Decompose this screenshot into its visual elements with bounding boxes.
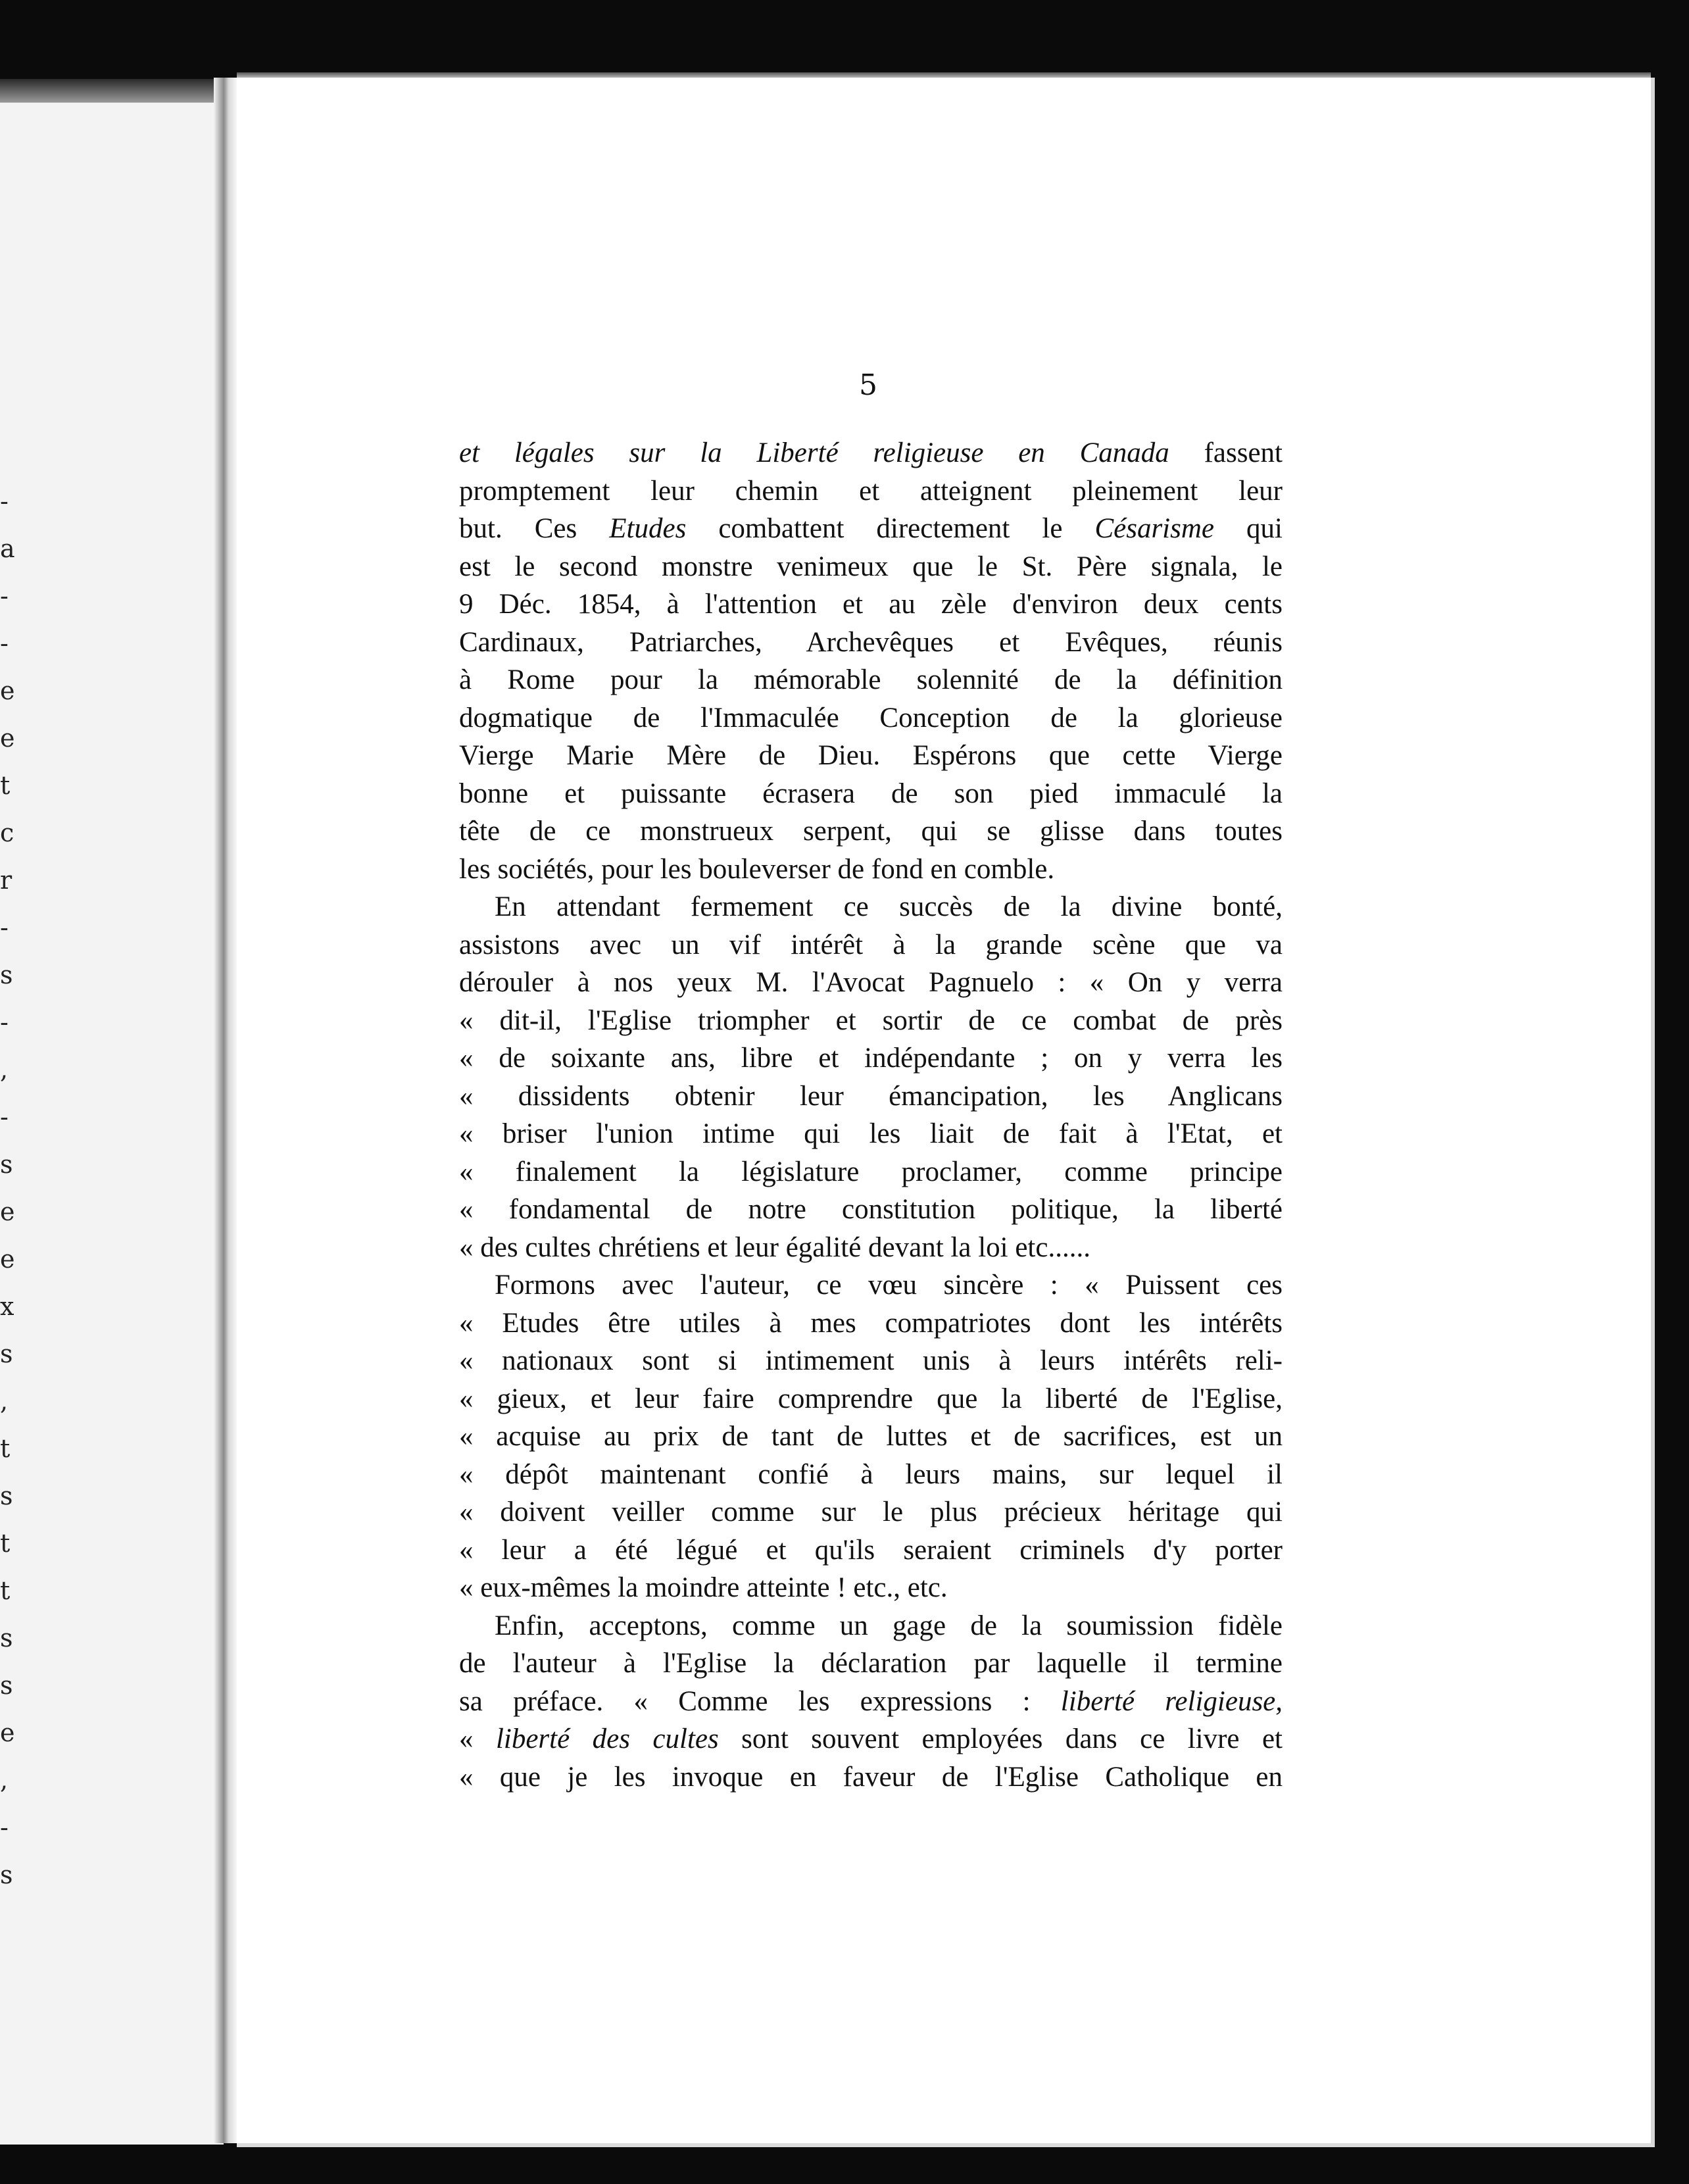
- text-run: « finalement la législature proclamer, comme principe: [459, 1156, 1283, 1187]
- text-run: « doivent veiller comme sur le plus précieux héritage qui: [459, 1497, 1283, 1527]
- text-run: tête de ce monstrueux serpent, qui se glisse dans toutes: [459, 816, 1283, 847]
- margin-mark: t: [0, 1576, 11, 1605]
- text-run: « briser l'union intime qui les liait de fait à l'Etat, et: [459, 1118, 1283, 1149]
- text-run: « Etudes être utiles à mes compatriotes dont les intérêts: [459, 1307, 1283, 1339]
- text-run: « acquise au prix de tant de luttes et de sacrifices, est un: [459, 1421, 1283, 1452]
- text-run: « des cultes chrétiens et leur égalité devant la loi etc......: [459, 1231, 1090, 1263]
- text-line: [459, 926, 1283, 964]
- text-line: [459, 1418, 1283, 1456]
- text-line: [459, 1531, 1283, 1570]
- text-run: « dit-il, l'Eglise triompher et sortir de ce combat de près: [459, 1005, 1283, 1036]
- text-run: assistons avec un vif intérêt à la grande scène que va: [459, 929, 1283, 960]
- italic-text: et légales sur la Liberté religieuse en Canada: [459, 437, 1169, 468]
- margin-mark: s: [0, 1671, 13, 1700]
- text-run: à Rome pour la mémorable solennité de la définition: [459, 664, 1283, 695]
- margin-mark: -: [0, 1813, 9, 1842]
- text-line: [459, 1342, 1283, 1380]
- text-line: [459, 1266, 1283, 1304]
- text-run: promptement leur chemin et atteignent pleinement leur: [459, 475, 1283, 507]
- margin-mark: e: [0, 676, 15, 705]
- text-line: [459, 472, 1283, 510]
- text-line: [459, 1304, 1283, 1343]
- text-run: « nationaux sont si intimement unis à leurs intérêts reli-: [459, 1345, 1283, 1376]
- text-line: [459, 1191, 1283, 1229]
- text-run: Vierge Marie Mère de Dieu. Espérons que cette Vierge: [459, 740, 1283, 771]
- text-run: « gieux, et leur faire comprendre que la liberté de l'Eglise,: [459, 1383, 1283, 1414]
- margin-mark: e: [0, 1197, 15, 1226]
- italic-text: Césarisme: [1094, 513, 1215, 544]
- italic-text: liberté religieuse,: [1060, 1685, 1283, 1717]
- text-run: 9 Déc. 1854, à l'attention et au zèle d'environ deux cents: [459, 589, 1283, 620]
- text-run: les sociétés, pour les bouleverser de fond en comble.: [459, 853, 1055, 885]
- text-line: [459, 964, 1283, 1002]
- margin-mark: e: [0, 1245, 15, 1274]
- text-line: [459, 1607, 1283, 1645]
- text-run: « dissidents obtenir leur émancipation, les Anglicans: [459, 1080, 1283, 1112]
- margin-mark: r: [0, 866, 12, 895]
- text-line: [459, 661, 1283, 699]
- text-run: dogmatique de l'Immaculée Conception de la glorieuse: [459, 702, 1283, 733]
- text-line: [459, 1153, 1283, 1191]
- text-run: « eux-mêmes la moindre atteinte ! etc., etc.: [459, 1572, 948, 1603]
- margin-mark: c: [0, 818, 14, 847]
- text-line: [459, 548, 1283, 586]
- margin-mark: s: [0, 1481, 13, 1510]
- italic-text: Etudes: [609, 513, 687, 544]
- text-run: Enfin, acceptons, comme un gage de la soumission fidèle: [495, 1610, 1283, 1641]
- text-run: dérouler à nos yeux M. l'Avocat Pagnuelo : « On y verra: [459, 967, 1283, 998]
- text-run: Cardinaux, Patriarches, Archevêques et Evêques, réunis: [459, 626, 1283, 658]
- text-run: « dépôt maintenant confié à leurs mains, sur lequel il: [459, 1458, 1283, 1490]
- page-body-text: [459, 434, 1283, 1796]
- text-run: est le second monstre venimeux que le St. Père signala, le: [459, 551, 1283, 582]
- text-line: [459, 1569, 1283, 1607]
- margin-mark: e: [0, 1718, 15, 1747]
- margin-mark: a: [0, 534, 15, 563]
- margin-mark: s: [0, 1339, 13, 1368]
- text-line: [459, 1720, 1283, 1758]
- gutter-fold: [214, 78, 239, 2143]
- text-line: [459, 1683, 1283, 1721]
- text-line: [459, 510, 1283, 548]
- margin-mark: s: [0, 1860, 13, 1889]
- text-line: [459, 1229, 1283, 1267]
- text-run: En attendant fermement ce succès de la divine bonté,: [495, 891, 1283, 922]
- margin-mark: -: [0, 1008, 9, 1037]
- text-line: [459, 434, 1283, 472]
- margin-mark: -: [0, 487, 9, 516]
- text-line: [459, 1039, 1283, 1078]
- text-line: [459, 1493, 1283, 1531]
- left-page-margin-marks: [0, 487, 26, 1934]
- text-line: [459, 775, 1283, 813]
- text-run: bonne et puissante écrasera de son pied immaculé la: [459, 778, 1283, 809]
- text-line: [459, 624, 1283, 662]
- text-run: «: [459, 1724, 496, 1754]
- text-run: sa préface. « Comme les expressions :: [459, 1685, 1061, 1717]
- margin-mark: e: [0, 724, 15, 753]
- text-line: [459, 737, 1283, 775]
- margin-mark: t: [0, 1529, 11, 1558]
- margin-mark: -: [0, 1103, 9, 1131]
- text-line: [459, 812, 1283, 851]
- margin-mark: t: [0, 1434, 11, 1463]
- margin-mark: ,: [0, 1055, 9, 1084]
- text-line: [459, 888, 1283, 926]
- text-line: [459, 1115, 1283, 1153]
- margin-mark: ,: [0, 1766, 9, 1795]
- margin-mark: -: [0, 913, 9, 942]
- text-line: [459, 585, 1283, 624]
- text-run: Formons avec l'auteur, ce vœu sincère : « Puissent ces: [495, 1270, 1283, 1301]
- text-line: [459, 1456, 1283, 1494]
- text-line: [459, 1078, 1283, 1116]
- text-line: [459, 851, 1283, 889]
- left-page-top-edge: [0, 79, 224, 103]
- margin-mark: t: [0, 771, 11, 800]
- text-run: fassent: [1169, 437, 1283, 468]
- text-run: de l'auteur à l'Eglise la déclaration par laquelle il termine: [459, 1648, 1283, 1679]
- margin-mark: s: [0, 1150, 13, 1179]
- text-line: [459, 1645, 1283, 1683]
- text-run: sont souvent employées dans ce livre et: [718, 1724, 1283, 1754]
- text-run: « que je les invoque en faveur de l'Eglise Catholique en: [459, 1761, 1283, 1793]
- margin-mark: -: [0, 582, 9, 610]
- margin-mark: s: [0, 960, 13, 989]
- margin-mark: x: [0, 1292, 14, 1321]
- text-run: « leur a été légué et qu'ils seraient criminels d'y porter: [459, 1534, 1283, 1566]
- text-run: but. Ces: [459, 513, 610, 544]
- margin-mark: -: [0, 629, 9, 658]
- text-line: [459, 1380, 1283, 1418]
- text-line: [459, 1002, 1283, 1040]
- text-run: « de soixante ans, libre et indépendante ; on y verra les: [459, 1043, 1283, 1074]
- text-line: [459, 1758, 1283, 1797]
- margin-mark: ,: [0, 1387, 9, 1416]
- left-facing-page: [0, 79, 224, 2145]
- text-run: « fondamental de notre constitution politique, la liberté: [459, 1194, 1283, 1225]
- italic-text: liberté des cultes: [495, 1724, 719, 1754]
- text-line: [459, 699, 1283, 737]
- text-run: combattent directement le: [686, 513, 1095, 544]
- margin-mark: s: [0, 1624, 13, 1652]
- text-run: qui: [1214, 513, 1283, 544]
- page-number: 5: [859, 368, 877, 402]
